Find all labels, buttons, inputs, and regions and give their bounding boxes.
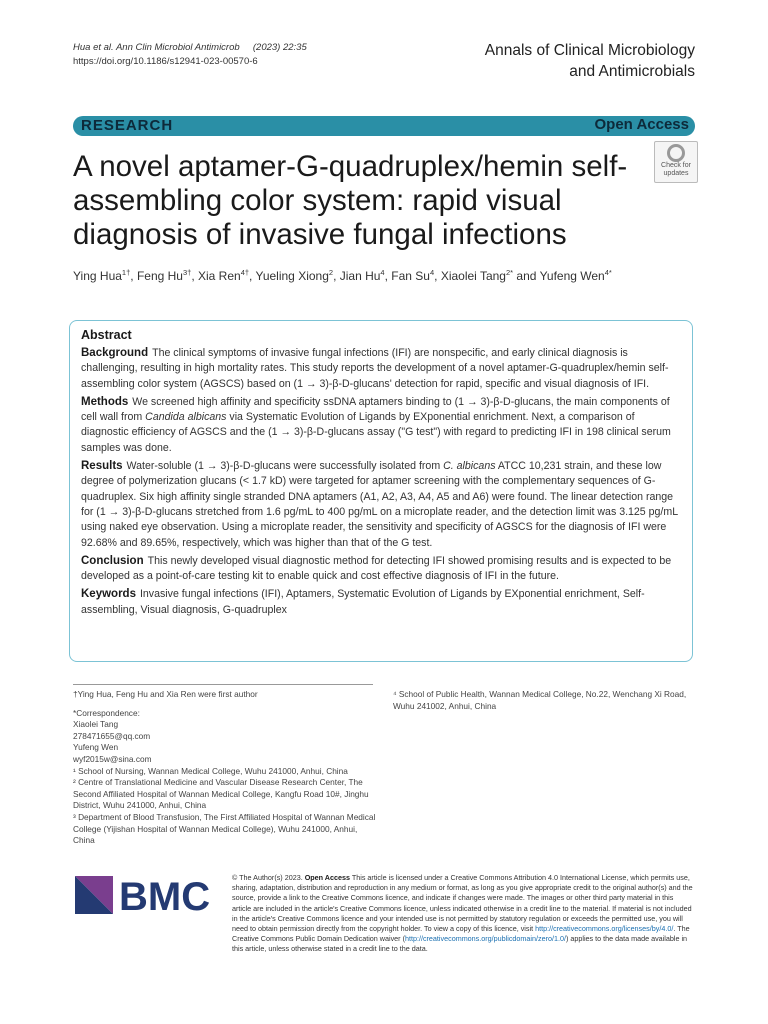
author-list: Ying Hua$^{1\dagger}$, Feng $Hu^{3\dagger}$, Xia Ren$^{4\dagger}$, Yueling Xiong$^2$, Jian Hu$^4$, Fan Su$^4$, Xiaolei Tang$^{2*}$ and Yufeng Wen$^{4*}$ xyxy=(73,268,612,283)
citation-authors: Hua et al. Ann Clin Microbiol Antimicrob xyxy=(73,42,240,53)
journal-name-line2: and Antimicrobials xyxy=(569,63,695,80)
cc-by-license-link[interactable]: http://creativecommons.org/licenses/by/4.0/ xyxy=(535,924,674,934)
footnote-line: Yufeng Wen xyxy=(73,742,119,753)
abstract-heading: Abstract xyxy=(81,328,132,342)
cc-zero-license-link[interactable]: http://creativecommons.org/publicdomain/zero/1.0/ xyxy=(404,934,566,944)
footnote-divider xyxy=(73,684,373,685)
footnote-line: *Correspondence: xyxy=(73,707,140,718)
abstract-background xyxy=(81,346,683,392)
keywords-label: Keywords xyxy=(81,588,136,601)
footnote-line: ³ Department of Blood Transfusion, The First Affiliated Hospital of Wannan Medical College (Yijishan Hospital of Wannan Medical College), Wuhu 241000, Anhui, China xyxy=(73,811,376,846)
journal-name-line1: Annals of Clinical Microbiology xyxy=(484,42,695,59)
author-name: Xiaolei Tang xyxy=(440,269,506,283)
keywords-text: Invasive fungal infections (IFI), Aptamers, Systematic Evolution of Ligands by EXponential enrichment, Self-assembling, Visual diagnosis, G-quadruplex xyxy=(81,588,645,616)
conclusion-label: Conclusion xyxy=(81,554,144,567)
methods-label: Methods xyxy=(81,395,129,408)
author-name: Yufeng Wen xyxy=(539,269,605,283)
abstract-keywords xyxy=(81,587,683,618)
author-name: Yueling Xiong xyxy=(255,269,329,283)
author-affiliation-sup: 4 xyxy=(429,268,435,277)
background-label: Background xyxy=(81,347,149,359)
footnote-line[interactable]: wyf2015w@sina.com xyxy=(73,753,152,764)
license-text-b: . The Creative Commons Public Domain Dedication waiver ( xyxy=(232,924,690,944)
author-affiliation-sup: 1† xyxy=(121,268,131,277)
author-name: Fan Su xyxy=(391,269,430,283)
journal-name xyxy=(485,40,695,82)
author-affiliation-sup: 4 xyxy=(380,268,385,277)
license-text-a: This article is licensed under a Creative Commons Attribution 4.0 International License, which permits use, sharing, adaptation, distribution and reproduction in any medium or format, as long as you give appropriate credit to the original author(s) and the source, provide a link to the Creative Commons licence, and indicate if changes were made. The images or other third party material in this article are included in the article's Creative Commons licence, unless indicated otherwise in a credit line to the material. If material is not included in the article's Creative Commons licence and your intended use is not permitted by statutory regulation or exceeds the permitted use, you will need to obtain permission directly from the copyright holder. To view a copy of this licence, visit xyxy=(232,873,693,934)
section-banner xyxy=(73,116,695,136)
author-affiliation-sup: 4† xyxy=(240,268,250,277)
footnotes-left xyxy=(73,689,378,847)
methods-text-b: via Systematic Evolution of Ligands by EXponential enrichment. Next, a comparison of diagnostic efficiency of AGSCS and the (1 → 3)-β-D-glucans assay ("G test") with regard to predicting IFI in 198 clinical serum samples was done. xyxy=(81,411,671,454)
footnote-line: ² Centre of Translational Medicine and Vascular Disease Research Center, The Second Affiliated Hospital of Wannan Medical College, Kangfu Road 10#, Jinghu District, Wuhu 241000, Anhui, China xyxy=(73,777,369,811)
background-text: The clinical symptoms of invasive fungal infections (IFI) are nonspecific, and early clinical diagnosis is challenging, resulting in high mortality rates. This study reports the development of a novel aptamer-G-quadruplex/hemin self-assembling color system (AGSCS) based on (1 → 3)-β-D-glucans' detection for rapid, specific and visual diagnosis of IFI. xyxy=(81,347,669,390)
author-affiliation-sup: 4* xyxy=(604,268,612,277)
methods-text-a: We screened high affinity and specificity ssDNA aptamers binding to (1 → 3)-β-D-glucans, the main components of cell wall from xyxy=(81,395,670,424)
author-affiliation-sup: 2* xyxy=(505,268,514,277)
methods-species: Candida albicans xyxy=(145,411,227,424)
author-affiliation-sup: 3† xyxy=(182,268,192,277)
abstract-box xyxy=(69,320,693,662)
author-name: Ying Hua xyxy=(73,269,122,283)
license-statement xyxy=(232,873,694,955)
license-open-access: Open Access xyxy=(304,873,350,882)
open-access-label: Open Access xyxy=(594,116,689,133)
author-name: Xia Ren xyxy=(197,269,241,283)
abstract-conclusion xyxy=(81,554,683,585)
bmc-logo xyxy=(75,876,215,914)
bmc-logo-text: BMC xyxy=(119,876,211,914)
footnote-line: Xiaolei Tang xyxy=(73,719,119,730)
section-label: RESEARCH xyxy=(81,117,174,134)
check-updates-icon xyxy=(667,144,685,162)
license-text-c: ) applies to the data made available in this article, unless otherwise stated in a credit line to the data. xyxy=(232,934,688,954)
abstract-results xyxy=(81,459,683,551)
article-title: A novel aptamer-G-quadruplex/hemin self-assembling color system: rapid visual diagnosis of invasive fungal infections xyxy=(73,150,628,251)
check-updates-line1: Check for xyxy=(661,162,691,169)
results-text-a: Water-soluble (1 → 3)-β-D-glucans were successfully isolated from xyxy=(126,460,444,473)
author-affiliation-sup: 2 xyxy=(328,268,334,277)
author-name: Feng Hu xyxy=(136,269,183,283)
results-species: C. albicans xyxy=(443,460,496,473)
conclusion-text: This newly developed visual diagnostic method for detecting IFI showed promising results and is expected to be developed as a point-of-care testing kit to enable quick and cost effective diagnosis of IFI in the future. xyxy=(81,554,672,583)
check-updates-line2: updates xyxy=(663,170,689,177)
abstract-methods xyxy=(81,395,683,456)
copyright-text: © The Author(s) 2023. xyxy=(232,873,303,882)
citation-year-volume: (2023) 22:35 xyxy=(252,42,307,53)
footnote-affiliation-4: ⁴ School of Public Health, Wannan Medical College, No.22, Wenchang Xi Road, Wuhu 241002, Anhui, China xyxy=(393,689,687,711)
citation-block xyxy=(73,41,307,69)
footnote-line: †Ying Hua, Feng Hu and Xia Ren were first author xyxy=(73,689,258,699)
results-label: Results xyxy=(81,460,123,473)
check-for-updates-button[interactable] xyxy=(654,141,698,183)
footnote-line[interactable]: 278471655@qq.com xyxy=(73,730,151,741)
author-name: Jian Hu xyxy=(339,269,381,283)
doi-link[interactable]: https://doi.org/10.1186/s12941-023-00570-6 xyxy=(73,56,258,67)
footnote-line: ¹ School of Nursing, Wannan Medical College, Wuhu 241000, Anhui, China xyxy=(73,765,348,776)
results-text-b: ATCC 10,231 strain, and these low degree of polymerization glucans (< 1.7 kD) were targeted for aptamer screening with the complementary sequences of G-quadruplex. Six high affinity single stranded DNA aptamers (A1, A2, A3, A4, A5 and A6) were found. The linear detection range for (1 → 3)-β-D-glucans stretched from 1.6 pg/mL to 400 pg/mL on a microplate reader, and the detection limit was 3.125 pg/mL using naked eye observation. Using a microplate reader, the sensitivity and specificity of AGSCS for the diagnosis of IFI were 92.68% and 89.65%, respectively, which was higher than that of the G test. xyxy=(81,460,678,549)
